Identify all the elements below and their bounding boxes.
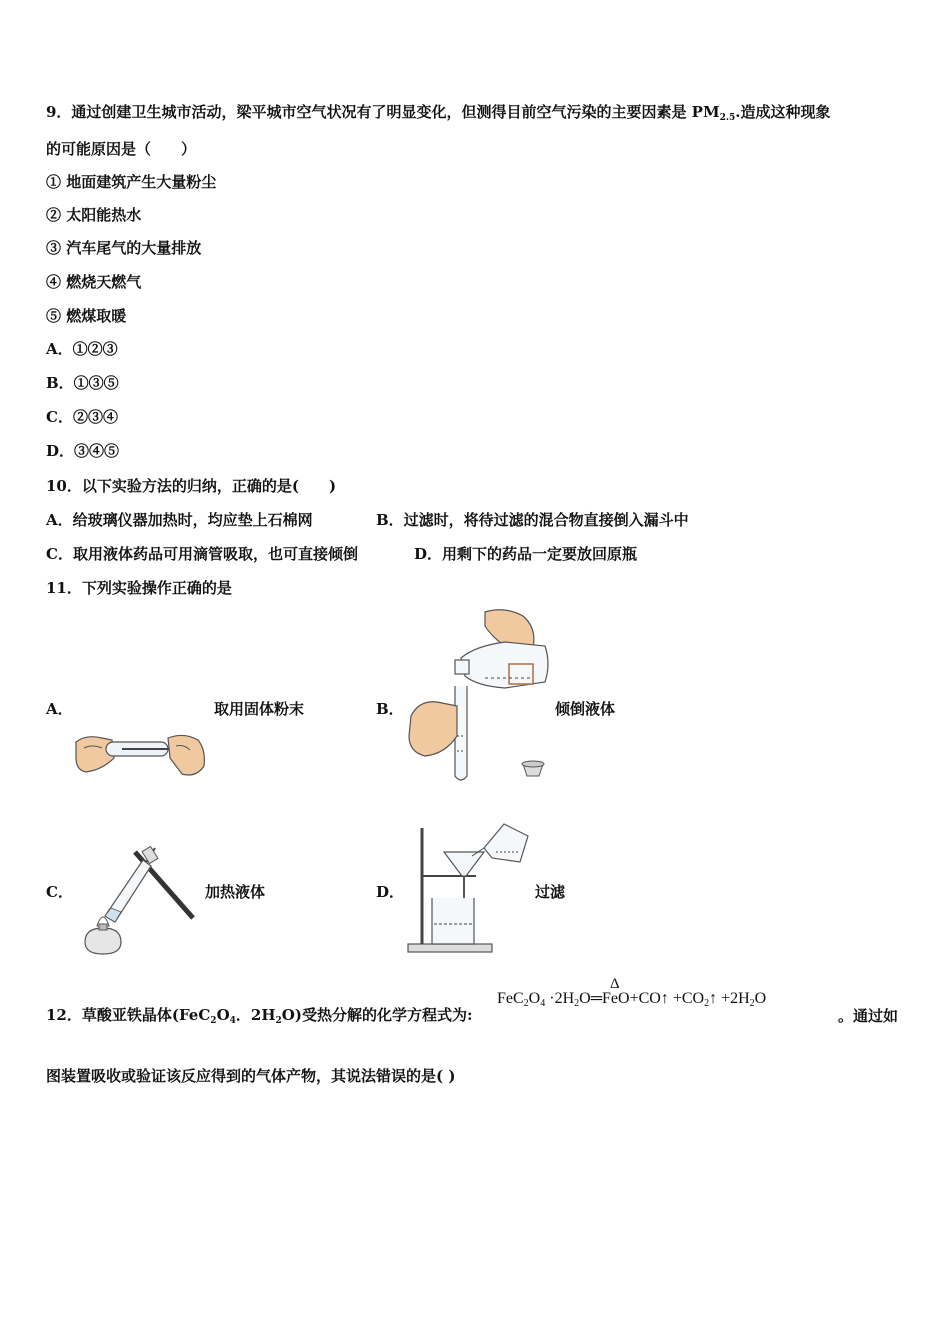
q12-sub-4: 4 [229, 1016, 236, 1026]
q12-sub-h: 2 [275, 1016, 282, 1026]
q9-stem-line2: 的可能原因是（ ） [46, 140, 197, 158]
q11-option-a-letter: A． [46, 700, 73, 718]
eq-heat-delta: Δ [610, 976, 620, 992]
q9-option-d: D．③④⑤ [46, 442, 120, 460]
eq-arrow: ═ [590, 990, 603, 1007]
q12-stem-tail: 。通过如 [838, 1007, 899, 1025]
q12-stem-text-b: O)受热分解的化学方程式为: [281, 1006, 473, 1024]
q11-option-c-letter: C． [46, 883, 73, 901]
q9-item-3: ③ 汽车尾气的大量排放 [46, 239, 202, 257]
q10-option-c: C．取用液体药品可用滴管吸取，也可直接倾倒 [46, 545, 358, 563]
q9-option-a: A．①②③ [46, 340, 118, 358]
q11-option-c-label: 加热液体 [205, 883, 266, 901]
q11-option-d-label: 过滤 [535, 883, 566, 901]
q12-dot: ．2H [235, 1006, 276, 1024]
eq-products: FeO+CO↑ $+CO_2↑ +2H_2O$ [602, 990, 767, 1009]
q9-option-b: B．①③⑤ [46, 374, 119, 392]
filtration-illustration [404, 822, 534, 956]
eq-reactant: $FeC_2O_4 \cdot 2H_2O$ [497, 990, 591, 1009]
q12-stem-line2: 图装置吸收或验证该反应得到的气体产物，其说法错误的是( ) [46, 1067, 456, 1085]
q10-option-b: B．过滤时，将待过滤的混合物直接倒入漏斗中 [376, 511, 689, 529]
q11-option-b-letter: B． [376, 700, 404, 718]
q11-stem: 11．下列实验操作正确的是 [46, 579, 232, 597]
q10-stem: 10．以下实验方法的归纳，正确的是( ) [46, 477, 337, 495]
powder-taking-illustration [72, 728, 212, 784]
q11-option-a-label: 取用固体粉末 [214, 700, 305, 718]
q12-o: O [216, 1006, 230, 1024]
q9-item-1: ① 地面建筑产生大量粉尘 [46, 173, 217, 191]
q9-option-c: C．②③④ [46, 408, 118, 426]
q11-option-d-letter: D． [376, 883, 405, 901]
q12-chemical-equation [497, 976, 767, 1009]
q9-stem-line1 [46, 102, 830, 128]
q9-stem-text-a: 9．通过创建卫生城市活动，梁平城市空气状况有了明显变化，但测得目前空气污染的主要因素是 PM [46, 103, 720, 121]
q9-item-5: ⑤ 燃煤取暖 [46, 307, 127, 325]
q12-stem-line1 [46, 1005, 473, 1031]
q9-stem-text-b: .造成这种现象 [735, 103, 831, 121]
q9-item-2: ② 太阳能热水 [46, 206, 142, 224]
liquid-pouring-illustration [405, 606, 555, 784]
q10-option-a: A．给玻璃仪器加热时，均应垫上石棉网 [46, 511, 313, 529]
q9-pm-subscript: 2.5 [719, 113, 736, 123]
q10-option-d: D．用剩下的药品一定要放回原瓶 [414, 545, 638, 563]
q9-item-4: ④ 燃烧天燃气 [46, 273, 142, 291]
q12-stem-text-a: 12．草酸亚铁晶体(FeC [46, 1006, 211, 1024]
liquid-heating-illustration [75, 842, 200, 960]
q11-option-b-label: 倾倒液体 [555, 700, 616, 718]
q12-sub-2: 2 [210, 1016, 217, 1026]
